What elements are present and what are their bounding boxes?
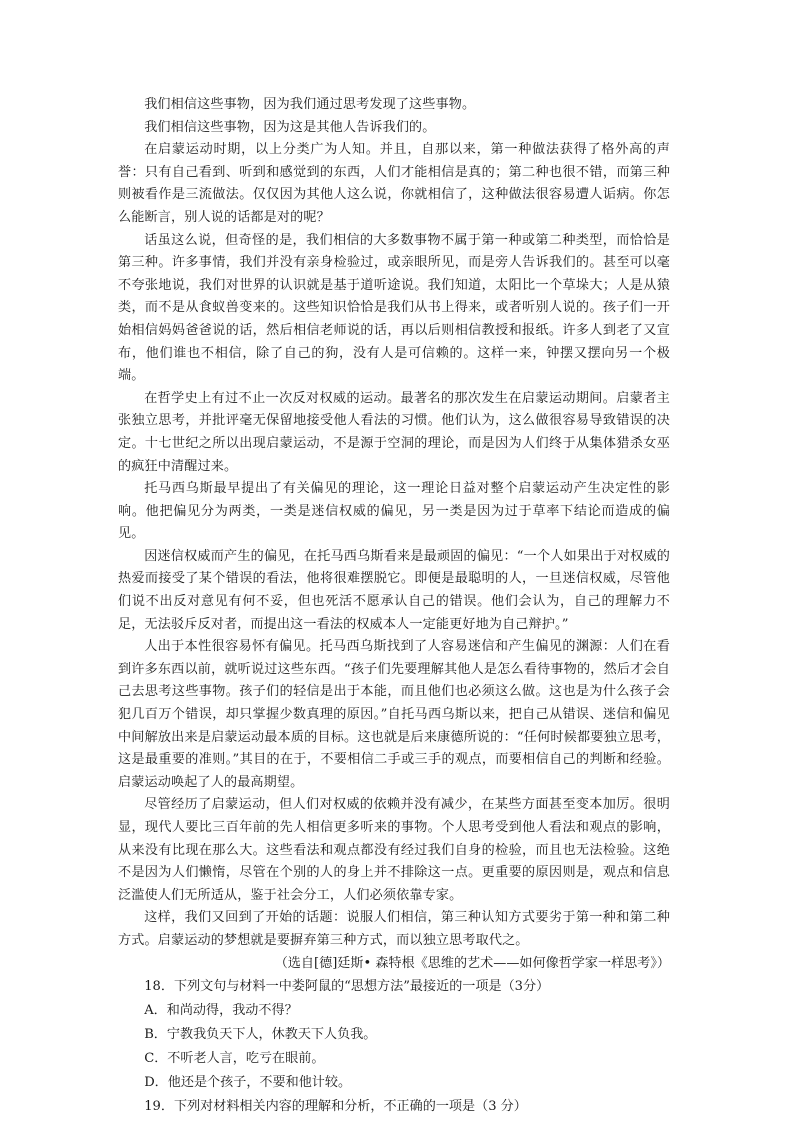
reading-passage xyxy=(118,94,670,1119)
paragraph: 我们相信这些事物，因为我们通过思考发现了这些事物。 xyxy=(144,97,476,112)
paragraph: 尽管经历了启蒙运动，但人们对权威的依赖并没有减少，在某些方面甚至变本加厉。很明显，现代人要比三百年前的先人相信更多听来的事物。个人思考受到他人看法和观点的影响，从来没有比现在那么大。这些看法和观点都没有经过我们自身的检验，而且也无法检验。这绝不是因为人们懒惰，尽管在个别的人的身上并不排除这一点。更重要的原因则是，观点和信息泛滥使人们无所适从，鉴于社会分工，人们必须依靠专家。 xyxy=(118,797,670,903)
question-stem: 19．下列对材料相关内容的理解和分析，不正确的一项是（3 分） xyxy=(144,1099,527,1115)
paragraph: 在哲学史上有过不止一次反对权威的运动。最著名的那次发生在启蒙运动期间。启蒙者主张独立思考，并批评毫无保留地接受他人看法的习惯。他们认为，这么做很容易导致错误的决定。十七世纪之所以出现启蒙运动，不是源于空洞的理论，而是因为人们终于从集体猎杀女巫的疯狂中清醒过来。 xyxy=(118,390,670,474)
question-18 xyxy=(118,975,670,1095)
option-c: C．不听老人言，吃亏在眼前。 xyxy=(144,1051,325,1067)
source-citation: （选自[德]廷斯• 森特根《思维的艺术——如何像哲学家一样思考》） xyxy=(274,955,670,971)
option-d: D．他还是个孩子，不要和他计较。 xyxy=(144,1075,352,1091)
paragraph: 人出于本性很容易怀有偏见。托马西乌斯找到了人容易迷信和产生偏见的渊源：人们在看到许多东西以前，就听说过这些东西。“孩子们先要理解其他人是怎么看待事物的，然后才会自己去思考这些事物。孩子们的轻信是出于本能，而且他们也必须这么做。这也是为什么孩子会犯几百万个错误，却只掌握少数真理的原因。”自托马西乌斯以来，把自己从错误、迷信和偏见中间解放出来是启蒙运动最本质的目标。这也就是后来康德所说的：“任何时候都要独立思考，这是最重要的准则。”其目的在于，不要相信二手或三手的观点，而要相信自己的判断和经验。启蒙运动唤起了人的最高期望。 xyxy=(118,639,670,790)
paragraph: 托马西乌斯最早提出了有关偏见的理论，这一理论日益对整个启蒙运动产生决定性的影响。他把偏见分为两类，一类是迷信权威的偏见，另一类是因为过于草率下结论而造成的偏见。 xyxy=(118,481,670,542)
question-stem: 18．下列文句与材料一中娄阿鼠的“思想方法”最接近的一项是（3分） xyxy=(144,979,550,995)
paragraph: 我们相信这些事物，因为这是其他人告诉我们的。 xyxy=(144,119,436,135)
paragraph: 因迷信权威而产生的偏见，在托马西乌斯看来是最顽固的偏见：“一个人如果出于对权威的热爱而接受了某个错误的看法，他将很难摆脱它。即便是最聪明的人，一旦迷信权威，尽管他们说不出反对意见有何不妥，但也死活不愿承认自己的错误。他们会认为，自己的理解力不足，无法驳斥反对者，而提出这一看法的权威本人一定能更好地为自己辩护。” xyxy=(118,548,670,632)
paragraph: 话虽这么说，但奇怪的是，我们相信的大多数事物不属于第一种或第二种类型，而恰恰是第三种。许多事情，我们并没有亲身检验过，或亲眼所见，而是旁人告诉我们的。甚至可以毫不夸张地说，我们对世界的认识就是基于道听途说。我们知道，太阳比一个草垛大；人是从猿类，而不是从食蚁兽变来的。这些知识恰恰是我们从书上得来，或者听别人说的。孩子们一开始相信妈妈爸爸说的话，然后相信老师说的话，再以后则相信教授和报纸。许多人到老了又宣布，他们谁也不相信，除了自己的狗，没有人是可信赖的。这样一来，钟摆又摆向另一个极端。 xyxy=(118,232,670,384)
paragraph: 在启蒙运动时期，以上分类广为人知。并且，自那以来，第一种做法获得了格外高的声誉：只有自己看到、听到和感觉到的东西，人们才能相信是真的；第二种也很不错，而第三种则被看作是三流做法。仅仅因为其他人这么说，你就相信了，这种做法很容易遭人诟病。你怎么能断言，别人说的话都是对的呢？ xyxy=(118,142,670,225)
option-b: B．宁教我负天下人，休教天下人负我。 xyxy=(144,1027,377,1043)
paragraph: 这样，我们又回到了开始的话题：说服人们相信，第三种认知方式要劣于第一种和第二种方式。启蒙运动的梦想就是要摒弃第三种方式，而以独立思考取代之。 xyxy=(118,910,670,948)
question-19 xyxy=(118,1095,670,1119)
option-a: A．和尚动得，我动不得？ xyxy=(144,1003,298,1019)
